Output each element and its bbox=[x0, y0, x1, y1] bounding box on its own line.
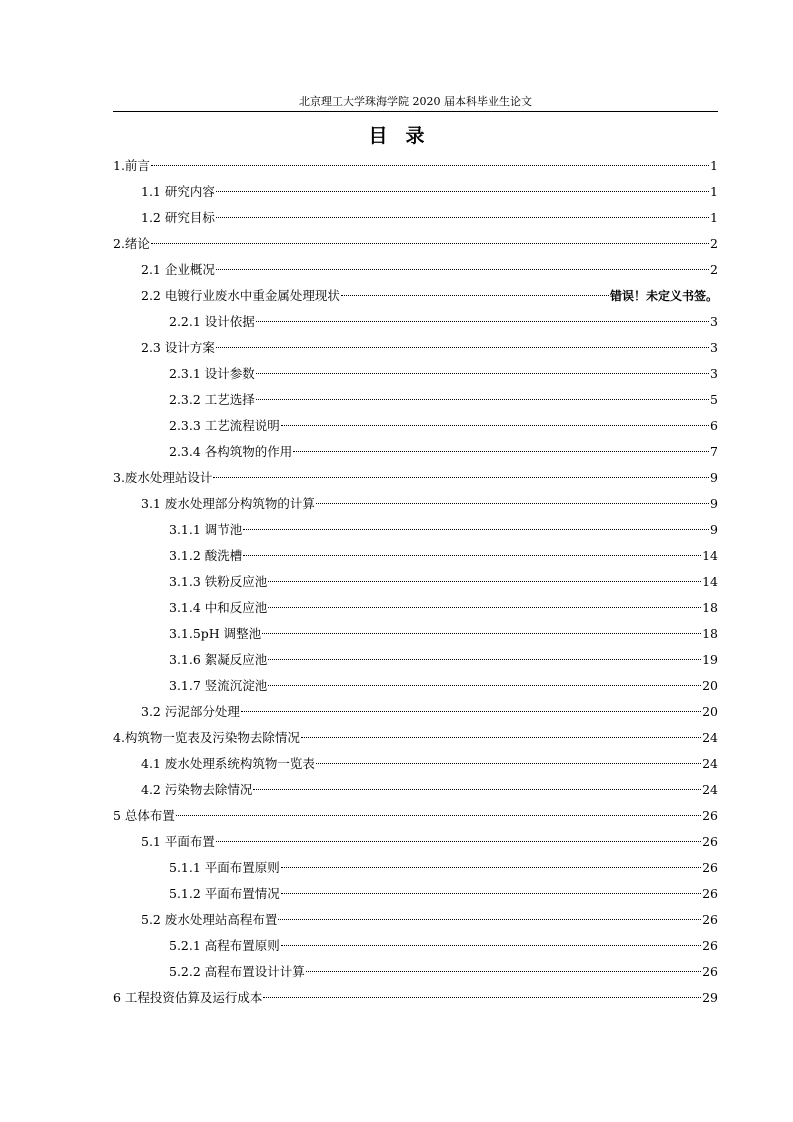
toc-entry-label: 3.1.6 絮凝反应池 bbox=[169, 652, 268, 667]
toc-entry[interactable] bbox=[113, 157, 718, 175]
toc-entry-page: 9 bbox=[710, 522, 718, 537]
toc-entry-page: 6 bbox=[710, 418, 718, 433]
toc-entry[interactable] bbox=[113, 729, 718, 747]
toc-entry-label: 2.1 企业概况 bbox=[141, 262, 215, 277]
toc-leader-dots bbox=[316, 763, 701, 764]
toc-entry-label: 5.2.2 高程布置设计计算 bbox=[169, 964, 305, 979]
toc-leader-dots bbox=[268, 607, 701, 608]
toc-leader-dots bbox=[268, 685, 701, 686]
toc-leader-dots bbox=[151, 243, 709, 244]
toc-entry-page: 9 bbox=[710, 470, 718, 485]
toc-leader-dots bbox=[281, 945, 701, 946]
toc-entry[interactable] bbox=[113, 469, 718, 487]
toc-entry-error: 错误！未定义书签。 bbox=[609, 289, 718, 303]
toc-leader-dots bbox=[213, 477, 709, 478]
toc-leader-dots bbox=[263, 997, 701, 998]
toc-entry-page: 3 bbox=[710, 314, 718, 329]
toc-entry-label: 4.构筑物一览表及污染物去除情况 bbox=[113, 730, 300, 745]
toc-entry-label: 4.2 污染物去除情况 bbox=[141, 782, 253, 797]
toc-entry-label: 3.1 废水处理部分构筑物的计算 bbox=[141, 496, 315, 511]
toc-entry-page: 26 bbox=[702, 964, 718, 979]
toc-entry-label: 1.1 研究内容 bbox=[141, 184, 215, 199]
toc-leader-dots bbox=[316, 503, 709, 504]
toc-entry-page: 26 bbox=[702, 808, 718, 823]
page-header: 北京理工大学珠海学院 2020 届本科毕业生论文 bbox=[113, 93, 718, 112]
toc-entry-page: 1 bbox=[710, 210, 718, 225]
toc-entry-page: 18 bbox=[702, 626, 718, 641]
toc-entry-label: 1.2 研究目标 bbox=[141, 210, 215, 225]
toc-entry-label: 3.2 污泥部分处理 bbox=[141, 704, 240, 719]
toc-leader-dots bbox=[216, 191, 709, 192]
toc-entry-page: 1 bbox=[710, 184, 718, 199]
toc-leader-dots bbox=[262, 633, 701, 634]
toc-entry-page: 14 bbox=[702, 548, 718, 563]
toc-entry-label: 4.1 废水处理系统构筑物一览表 bbox=[141, 756, 315, 771]
toc-entry-label: 3.1.1 调节池 bbox=[169, 522, 243, 537]
toc-leader-dots bbox=[293, 451, 709, 452]
toc-entry[interactable] bbox=[169, 677, 718, 695]
toc-entry-page: 7 bbox=[710, 444, 718, 459]
toc-entry[interactable] bbox=[141, 339, 718, 357]
toc-entry[interactable] bbox=[141, 209, 718, 227]
toc-entry-label: 1.前言 bbox=[113, 158, 150, 173]
toc-leader-dots bbox=[268, 659, 701, 660]
toc-entry[interactable] bbox=[169, 651, 718, 669]
toc-entry-label: 3.1.3 铁粉反应池 bbox=[169, 574, 268, 589]
toc-entry[interactable] bbox=[169, 599, 718, 617]
toc-entry-page: 9 bbox=[710, 496, 718, 511]
toc-leader-dots bbox=[341, 295, 609, 296]
toc-leader-dots bbox=[268, 581, 701, 582]
toc-entry-page: 29 bbox=[702, 990, 718, 1005]
toc-entry[interactable] bbox=[141, 755, 718, 773]
toc-leader-dots bbox=[256, 321, 709, 322]
toc-entry[interactable] bbox=[169, 625, 718, 643]
toc-entry-page: 20 bbox=[702, 704, 718, 719]
toc-entry-page: 2 bbox=[710, 262, 718, 277]
toc-leader-dots bbox=[151, 165, 709, 166]
toc-entry-label: 6 工程投资估算及运行成本 bbox=[113, 990, 263, 1005]
toc-entry-page: 5 bbox=[710, 392, 718, 407]
toc-leader-dots bbox=[216, 217, 709, 218]
toc-entry-page: 24 bbox=[702, 730, 718, 745]
toc-entry[interactable] bbox=[169, 859, 718, 877]
toc-entry-page: 20 bbox=[702, 678, 718, 693]
toc-leader-dots bbox=[301, 737, 701, 738]
toc-entry[interactable] bbox=[169, 521, 718, 539]
toc-entry-label: 3.1.7 竖流沉淀池 bbox=[169, 678, 268, 693]
toc-entry-label: 5.1.1 平面布置原则 bbox=[169, 860, 280, 875]
toc-entry[interactable] bbox=[169, 573, 718, 591]
toc-entry-page: 24 bbox=[702, 782, 718, 797]
toc-entry-label: 2.3.2 工艺选择 bbox=[169, 392, 255, 407]
toc-entry-label: 2.3 设计方案 bbox=[141, 340, 215, 355]
toc-entry[interactable] bbox=[113, 807, 718, 825]
toc-entry-page: 14 bbox=[702, 574, 718, 589]
toc-entry-label: 2.2 电镀行业废水中重金属处理现状 bbox=[141, 288, 340, 303]
toc-entry-label: 5.2.1 高程布置原则 bbox=[169, 938, 280, 953]
toc-entry[interactable] bbox=[113, 235, 718, 253]
toc-entry[interactable] bbox=[169, 391, 718, 409]
toc-leader-dots bbox=[253, 789, 701, 790]
toc-entry-label: 2.绪论 bbox=[113, 236, 150, 251]
toc-leader-dots bbox=[216, 269, 709, 270]
toc-entry-page: 26 bbox=[702, 938, 718, 953]
toc-entry-page: 18 bbox=[702, 600, 718, 615]
toc-entry[interactable] bbox=[169, 547, 718, 565]
toc-entry-page: 19 bbox=[702, 652, 718, 667]
toc-entry-page: 26 bbox=[702, 912, 718, 927]
toc-entry-label: 3.1.5pH 调整池 bbox=[169, 626, 262, 641]
toc-entry[interactable] bbox=[141, 911, 718, 929]
toc-entry-label: 3.废水处理站设计 bbox=[113, 470, 213, 485]
toc-entry[interactable] bbox=[169, 417, 718, 435]
toc-leader-dots bbox=[243, 529, 709, 530]
toc-entry-label: 3.1.4 中和反应池 bbox=[169, 600, 268, 615]
toc-entry[interactable] bbox=[141, 287, 718, 305]
toc-entry-label: 3.1.2 酸洗槽 bbox=[169, 548, 243, 563]
toc-entry-label: 5.1.2 平面布置情况 bbox=[169, 886, 280, 901]
toc-entry[interactable] bbox=[141, 781, 718, 799]
toc-entry-label: 5.2 废水处理站高程布置 bbox=[141, 912, 278, 927]
toc-entry[interactable] bbox=[169, 937, 718, 955]
toc-entry-page: 3 bbox=[710, 366, 718, 381]
toc-entry[interactable] bbox=[169, 365, 718, 383]
toc-entry-page: 1 bbox=[710, 158, 718, 173]
toc-entry-label: 2.3.1 设计参数 bbox=[169, 366, 255, 381]
toc-leader-dots bbox=[241, 711, 701, 712]
toc-leader-dots bbox=[216, 841, 701, 842]
toc-leader-dots bbox=[176, 815, 701, 816]
toc-leader-dots bbox=[243, 555, 701, 556]
toc-entry[interactable] bbox=[141, 703, 718, 721]
toc-leader-dots bbox=[281, 425, 709, 426]
toc-entry-page: 3 bbox=[710, 340, 718, 355]
toc-entry-page: 26 bbox=[702, 834, 718, 849]
toc-entry[interactable] bbox=[141, 183, 718, 201]
toc-entry-label: 5.1 平面布置 bbox=[141, 834, 215, 849]
toc-entry-page: 2 bbox=[710, 236, 718, 251]
toc-title: 目录 bbox=[368, 125, 443, 147]
toc-entry[interactable] bbox=[141, 833, 718, 851]
toc-entry-page: 24 bbox=[702, 756, 718, 771]
toc-entry-label: 2.3.4 各构筑物的作用 bbox=[169, 444, 293, 459]
toc-leader-dots bbox=[306, 971, 701, 972]
toc-leader-dots bbox=[281, 867, 701, 868]
toc-leader-dots bbox=[216, 347, 709, 348]
toc-entry-label: 2.2.1 设计依据 bbox=[169, 314, 255, 329]
toc-entry[interactable] bbox=[141, 495, 718, 513]
toc-entry[interactable] bbox=[113, 989, 718, 1007]
toc-entry-label: 2.3.3 工艺流程说明 bbox=[169, 418, 280, 433]
toc-entry[interactable] bbox=[141, 261, 718, 279]
toc-entry[interactable] bbox=[169, 443, 718, 461]
toc-entry-page: 26 bbox=[702, 860, 718, 875]
toc-entry[interactable] bbox=[169, 885, 718, 903]
toc-entry[interactable] bbox=[169, 313, 718, 331]
toc-entry-label: 5 总体布置 bbox=[113, 808, 175, 823]
toc-leader-dots bbox=[281, 893, 701, 894]
toc-leader-dots bbox=[256, 373, 709, 374]
toc-leader-dots bbox=[278, 919, 701, 920]
toc-entry-page: 26 bbox=[702, 886, 718, 901]
toc-leader-dots bbox=[256, 399, 709, 400]
toc-entry[interactable] bbox=[169, 963, 718, 981]
